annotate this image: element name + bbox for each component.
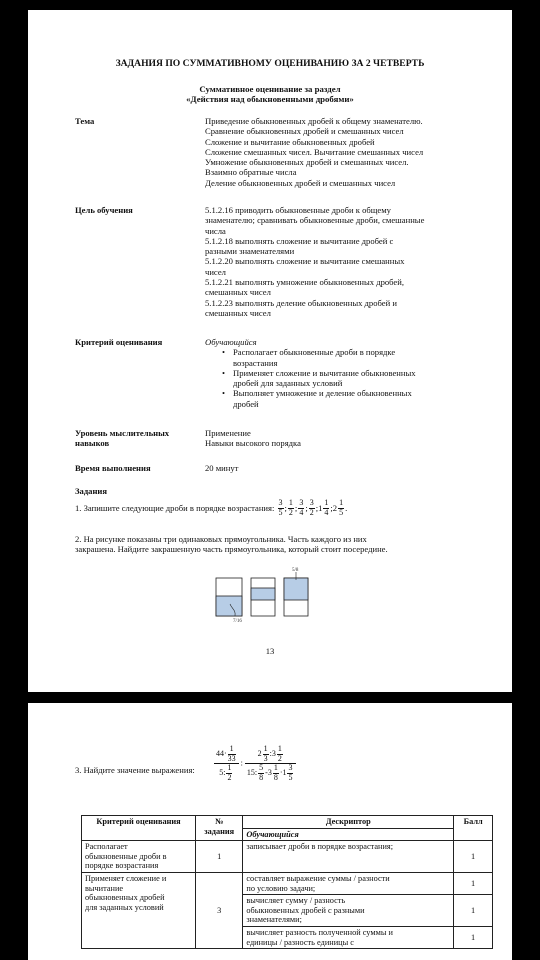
subtitle-line: «Действия над обыкновенными дробями» bbox=[186, 94, 354, 104]
header-task-number-line: задания bbox=[204, 826, 235, 836]
task-1-text: 1. Запишите следующие дроби в порядке возрастания: bbox=[75, 502, 275, 513]
criteria-item-line: • Располагает обыкновенные дроби в порядке bbox=[233, 347, 396, 358]
criteria-item-line: возрастания bbox=[233, 357, 278, 368]
tasks-heading: Задания bbox=[75, 486, 108, 496]
document-page-2 bbox=[28, 703, 512, 960]
cell-line: Располагает bbox=[85, 842, 128, 852]
task-1-fraction bbox=[315, 498, 333, 517]
time-label: Время выполнения bbox=[75, 463, 151, 473]
expr-den: 2 bbox=[277, 753, 282, 763]
cell-line: по условию задачи; bbox=[246, 883, 316, 893]
expr-num: 5 bbox=[259, 763, 264, 772]
goal-line: чисел bbox=[205, 266, 226, 277]
goal-line: 5.1.2.18 выполнять сложение и вычитание дробей с bbox=[205, 235, 394, 246]
goal-line: 5.1.2.21 выполнять умножение обыкновенных дробей, bbox=[205, 277, 404, 288]
cell-line: для заданных условий bbox=[85, 902, 164, 912]
criteria-label: Критерий оценивания bbox=[75, 337, 163, 347]
fraction-whole: 1 bbox=[318, 502, 323, 513]
topic-line: Умножение обыкновенных дробей и смешанных чисел. bbox=[205, 157, 409, 168]
topic-line: Сложение смешанных чисел. Вычитание смешанных чисел bbox=[205, 146, 424, 157]
task-3-text: 3. Найдите значение выражения: bbox=[75, 765, 195, 775]
goal-line: смешанных чисел bbox=[205, 307, 271, 318]
goal-line: числа bbox=[205, 225, 226, 236]
fraction bbox=[323, 499, 329, 517]
document-page-1 bbox=[28, 10, 512, 692]
expr-number: 3 bbox=[271, 748, 276, 758]
descriptor-cell: записывает дроби в порядке возрастания; bbox=[243, 841, 454, 873]
cell-line: единицы / разность единицы с bbox=[246, 937, 354, 947]
expr-den: 3 bbox=[263, 753, 268, 763]
fraction-numerator: 1 bbox=[324, 498, 329, 507]
goal-line: разными знаменателями bbox=[205, 246, 295, 257]
goal-line: 5.1.2.16 приводить обыкновенные дроби к общему bbox=[205, 205, 391, 215]
goal-list bbox=[205, 205, 460, 318]
expr-number: 44 bbox=[216, 748, 224, 758]
fraction bbox=[298, 499, 304, 517]
expression-colon: : bbox=[240, 758, 243, 768]
shaded-part-middle bbox=[251, 588, 275, 600]
topic-line: Приведение обыкновенных дробей к общему знаменателю. bbox=[205, 116, 423, 126]
task-1-fraction bbox=[277, 498, 287, 517]
criterion-cell bbox=[82, 872, 196, 948]
fraction bbox=[278, 499, 284, 517]
criteria-item-line: • Применяет сложение и вычитание обыкновенных bbox=[233, 367, 416, 378]
task-1-fraction bbox=[332, 498, 348, 517]
rectangles-figure bbox=[208, 564, 318, 624]
fraction-numerator: 3 bbox=[278, 498, 283, 507]
topic-line: Деление обыкновенных дробей и смешанных чисел bbox=[205, 177, 396, 188]
fraction-whole: 2 bbox=[332, 502, 338, 513]
fraction-denominator: 2 bbox=[309, 507, 314, 517]
fraction-denominator: 5 bbox=[339, 507, 344, 517]
criteria-list bbox=[205, 347, 460, 409]
goal-line: 5.1.2.20 выполнять сложение и вычитание смешанных bbox=[205, 256, 405, 267]
page-number: 13 bbox=[265, 646, 275, 656]
score-cell: 1 bbox=[454, 895, 493, 927]
topic-line: Взаимно обратные числа bbox=[205, 167, 297, 178]
thinking-level-value-line: Навыки высокого порядка bbox=[205, 438, 301, 449]
criteria-item-line: дробей bbox=[233, 398, 259, 409]
fraction-denominator: 2 bbox=[288, 507, 293, 517]
section-subtitle bbox=[28, 84, 512, 104]
task-2-line: 2. На рисунке показаны три одинаковых прямоугольника. Часть каждого из них bbox=[75, 534, 367, 544]
fraction-separator: ; bbox=[284, 502, 287, 513]
expr-num: 1 bbox=[273, 763, 278, 772]
cell-line: знаменателями; bbox=[246, 915, 302, 925]
score-cell: 1 bbox=[454, 926, 493, 948]
fraction-numerator: 1 bbox=[288, 498, 293, 507]
fraction-numerator: 3 bbox=[309, 498, 314, 507]
task-number-cell: 3 bbox=[196, 872, 243, 948]
goal-label: Цель обучения bbox=[75, 205, 133, 215]
expression-right-denominator: 15: $\frac{5}{8}$ -3 $\frac{1}{8}$ ·1 $\frac{3}{5}$ bbox=[246, 763, 293, 782]
task-3-expression bbox=[214, 745, 296, 782]
expression-left-fraction bbox=[214, 745, 239, 782]
shaded-part-left bbox=[216, 596, 242, 616]
rectangle-right bbox=[284, 572, 308, 616]
task-2 bbox=[75, 534, 500, 555]
expr-number: 1 bbox=[282, 767, 287, 777]
header-descriptor-title: Дескриптор bbox=[243, 816, 453, 829]
expr-den: 8 bbox=[259, 772, 264, 782]
fraction bbox=[288, 499, 294, 517]
cell-line: Применяет сложение и bbox=[85, 873, 167, 883]
header-task-number bbox=[196, 816, 243, 841]
task-1-fractions bbox=[277, 498, 348, 517]
rectangle-left bbox=[216, 578, 242, 616]
subtitle-line: Суммативное оценивание за раздел bbox=[199, 84, 341, 94]
fraction-denominator: 4 bbox=[324, 507, 329, 517]
expr-num: 3 bbox=[288, 763, 293, 772]
fraction-denominator: 5 bbox=[278, 507, 283, 517]
table-header-row bbox=[82, 816, 493, 841]
fraction-numerator: 3 bbox=[299, 498, 304, 507]
expr-number: 2 bbox=[257, 748, 262, 758]
score-cell: 1 bbox=[454, 872, 493, 894]
expr-num: 1 bbox=[229, 744, 234, 753]
task-2-line: закрашена. Найдите закрашенную часть прямоугольника, который стоит посередине. bbox=[75, 544, 388, 555]
fraction-numerator: 1 bbox=[339, 498, 344, 507]
expr-num: 1 bbox=[277, 744, 282, 753]
header-score: Балл bbox=[454, 816, 493, 841]
cell-line: составляет выражение суммы / разности bbox=[246, 873, 390, 883]
expr-number: 3 bbox=[267, 767, 272, 777]
table-row bbox=[82, 872, 493, 894]
thinking-level-label bbox=[75, 428, 169, 449]
criteria-item-line: дробей для заданных условий bbox=[233, 378, 343, 389]
task-1-fraction bbox=[294, 498, 308, 517]
descriptor-cell bbox=[243, 872, 454, 894]
figure-label-right: 5/8 bbox=[292, 568, 299, 573]
expr-number: 15 bbox=[246, 767, 255, 777]
header-task-number-line: № bbox=[215, 817, 224, 826]
descriptor-cell bbox=[243, 926, 454, 948]
expr-den: 8 bbox=[273, 772, 278, 782]
expr-den: 2 bbox=[227, 772, 232, 782]
cell-line: порядке возрастания bbox=[85, 861, 159, 871]
expression-right-numerator: 2 $\frac{1}{3}$ :3 $\frac{1}{2}$ bbox=[245, 745, 297, 764]
criteria-item bbox=[233, 347, 460, 368]
rectangle-middle bbox=[251, 578, 275, 616]
shaded-part-right bbox=[284, 578, 308, 600]
main-title: ЗАДАНИЯ ПО СУММАТИВНОМУ ОЦЕНИВАНИЮ ЗА 2 ЧЕТВЕРТЬ bbox=[115, 58, 425, 69]
fraction-separator: ; bbox=[294, 502, 298, 513]
thinking-level-label-line: навыков bbox=[75, 438, 110, 449]
cell-line: обыкновенных дробей bbox=[85, 893, 165, 903]
task-1-fraction bbox=[284, 498, 298, 517]
thinking-level-value-line: Применение bbox=[205, 428, 251, 438]
criteria-item bbox=[233, 368, 460, 389]
expr-num: 1 bbox=[227, 763, 232, 772]
cell-line: вычисляет разность полученной суммы и bbox=[246, 927, 393, 937]
expression-left-numerator: 44· $\frac{1}{33}$ bbox=[214, 745, 239, 764]
expression-left-denominator: 5: $\frac{1}{2}$ bbox=[219, 763, 232, 782]
table-row bbox=[82, 841, 493, 873]
expr-den: 33 bbox=[227, 753, 236, 763]
thinking-level-value bbox=[205, 428, 460, 449]
criteria-block bbox=[205, 337, 460, 409]
figure-label-left: 7/16 bbox=[233, 619, 242, 624]
cell-line: обыкновенные дроби в bbox=[85, 851, 167, 861]
topic-list bbox=[205, 116, 460, 188]
expr-den: 5 bbox=[288, 772, 293, 782]
criteria-item-line: • Выполняет умножение и деление обыкновенных bbox=[233, 388, 412, 399]
assessment-table bbox=[81, 815, 493, 949]
fraction bbox=[309, 499, 315, 517]
task-number-cell: 1 bbox=[196, 841, 243, 873]
descriptor-cell bbox=[243, 895, 454, 927]
fraction-separator: ; bbox=[305, 502, 308, 513]
header-descriptor-sub: Обучающийся bbox=[246, 829, 299, 839]
cell-line: вычисляет сумму / разность bbox=[246, 896, 346, 906]
header-criterion: Критерий оценивания bbox=[82, 816, 196, 841]
score-cell: 1 bbox=[454, 841, 493, 873]
criteria-item bbox=[233, 388, 460, 409]
goal-line: смешанных чисел bbox=[205, 287, 271, 298]
task-1-fraction bbox=[308, 498, 319, 517]
goal-line: знаменателю; сравнивать обыкновенные дроби, смешанные bbox=[205, 215, 425, 226]
topic-line: Сложение и вычитание обыкновенных дробей bbox=[205, 136, 375, 147]
header-descriptor bbox=[243, 816, 454, 841]
expr-num: 1 bbox=[263, 744, 268, 753]
criteria-intro: Обучающийся bbox=[205, 337, 257, 347]
time-value: 20 минут bbox=[205, 463, 239, 473]
fraction bbox=[338, 499, 344, 517]
cell-line: вычитание bbox=[85, 883, 124, 893]
topic-line: Сравнение обыкновенных дробей и смешанных чисел bbox=[205, 126, 404, 137]
fraction-separator: ; bbox=[315, 502, 319, 513]
fraction-separator: ; bbox=[330, 502, 333, 513]
expr-number: 5 bbox=[219, 767, 224, 777]
fraction-denominator: 4 bbox=[299, 507, 304, 517]
goal-line: 5.1.2.23 выполнять деление обыкновенных дробей и bbox=[205, 297, 397, 308]
fraction-separator: . bbox=[345, 502, 348, 513]
topic-label: Тема bbox=[75, 116, 95, 126]
task-1 bbox=[75, 499, 495, 517]
criterion-cell bbox=[82, 841, 196, 873]
cell-line: обыкновенных дробей с разными bbox=[246, 905, 365, 915]
thinking-level-label-line: Уровень мыслительных bbox=[75, 428, 170, 438]
expression-right-fraction bbox=[245, 745, 297, 782]
